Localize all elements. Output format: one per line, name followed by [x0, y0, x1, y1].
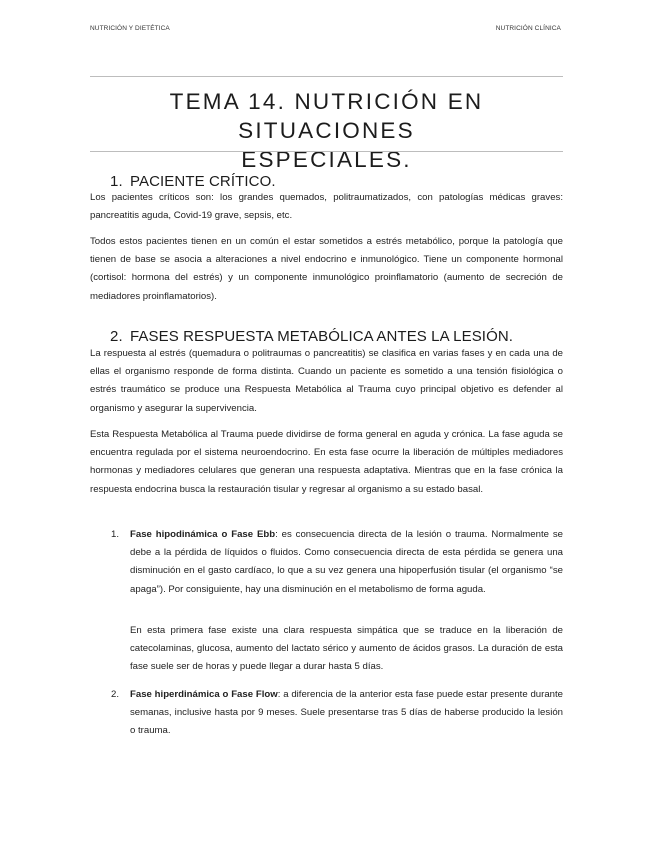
list-item-2-number: 2.: [111, 689, 120, 700]
section-1-title: PACIENTE CRÍTICO.: [130, 173, 276, 190]
title-bottom-rule: [90, 151, 563, 152]
list-item-2-term: Fase hiperdinámica o Fase Flow: [130, 689, 278, 700]
list-item-1-text: : es consecuencia directa de la lesión o trauma. Normalmente se debe a la pérdida de líquidos o fluidos. Como consecuencia directa de esta pérdida se genera una disminución en el gasto cardíaco, lo que a su vez genera una hipoperfusión tisular (el organismo “se apaga”). Por consiguiente, hay una disminución en el metabolismo de forma aguda.: [130, 529, 563, 595]
list-item-2: [130, 686, 563, 741]
page-title-line-1: TEMA 14. NUTRICIÓN EN SITUACIONES: [169, 89, 484, 143]
list-item-1-number: 1.: [111, 529, 120, 540]
section-1-paragraph-1: Los pacientes críticos son: los grandes quemados, politraumatizados, con patologías médicas graves: pancreatitis aguda, Covid-19 grave, sepsis, etc.: [90, 192, 563, 222]
running-header-right: NUTRICIÓN CLÍNICA: [495, 25, 561, 32]
list-item-1-extra: En esta primera fase existe una clara respuesta simpática que se traduce en la liberación de catecolaminas, glucosa, aumento del lactato sérico y aumento de ácidos grasos. La duración de esta fase suele ser de horas y puede llegar a durar hasta 5 días.: [130, 625, 563, 673]
list-item-2-text: : a diferencia de la anterior esta fase puede estar presente durante semanas, inclusive hasta por 9 meses. Suele presentarse tras 5 días de haberse producido la lesión o trauma.: [130, 689, 563, 737]
title-top-rule: [90, 76, 563, 77]
list-item-1-term: Fase hipodinámica o Fase Ebb: [130, 529, 276, 540]
running-header-left: NUTRICIÓN Y DIETÉTICA: [90, 25, 170, 32]
section-2-heading: [110, 328, 513, 346]
list-item-1: [130, 526, 563, 599]
section-2-paragraph-2: Esta Respuesta Metabólica al Trauma puede dividirse de forma general en aguda y crónica. La fase aguda se encuentra regulada por el sistema neuroendocrino. En esta fase ocurre la liberación de múltiples mediadores hormonas y mediadores celulares que generan una respuesta adaptativa. Mientras que en la fase crónica la respuesta endocrina busca la restauración tisular y regresar al organismo a su estado basal.: [90, 429, 563, 495]
page-title-line-2: ESPECIALES.: [241, 147, 412, 172]
section-1-number: 1.: [110, 173, 123, 190]
section-2-title: FASES RESPUESTA METABÓLICA ANTES LA LESIÓN.: [130, 328, 514, 345]
section-2-paragraph-1: La respuesta al estrés (quemadura o politraumas o pancreatitis) se clasifica en varias fases y en cada una de ellas el organismo responde de forma distinta. Cuando un paciente es sometido a una tensión fisiológica o estrés traumático se produce una Respuesta Metabólica al Trauma cuyo principal objetivo es defender al organismo y asegurar la supervivencia.: [90, 348, 563, 414]
section-2-number: 2.: [110, 328, 123, 345]
section-1-paragraph-2: Todos estos pacientes tienen en un común el estar sometidos a estrés metabólico, porque la patología que tienen de base se asocia a alteraciones a nivel endocrino e inmunológico. Tiene un componente hormonal (cortisol: hormona del estrés) y un componente inmunológico proinflamatorio (aumento de secreción de mediadores proinflamatorios).: [90, 236, 563, 302]
page-title: [90, 87, 563, 174]
